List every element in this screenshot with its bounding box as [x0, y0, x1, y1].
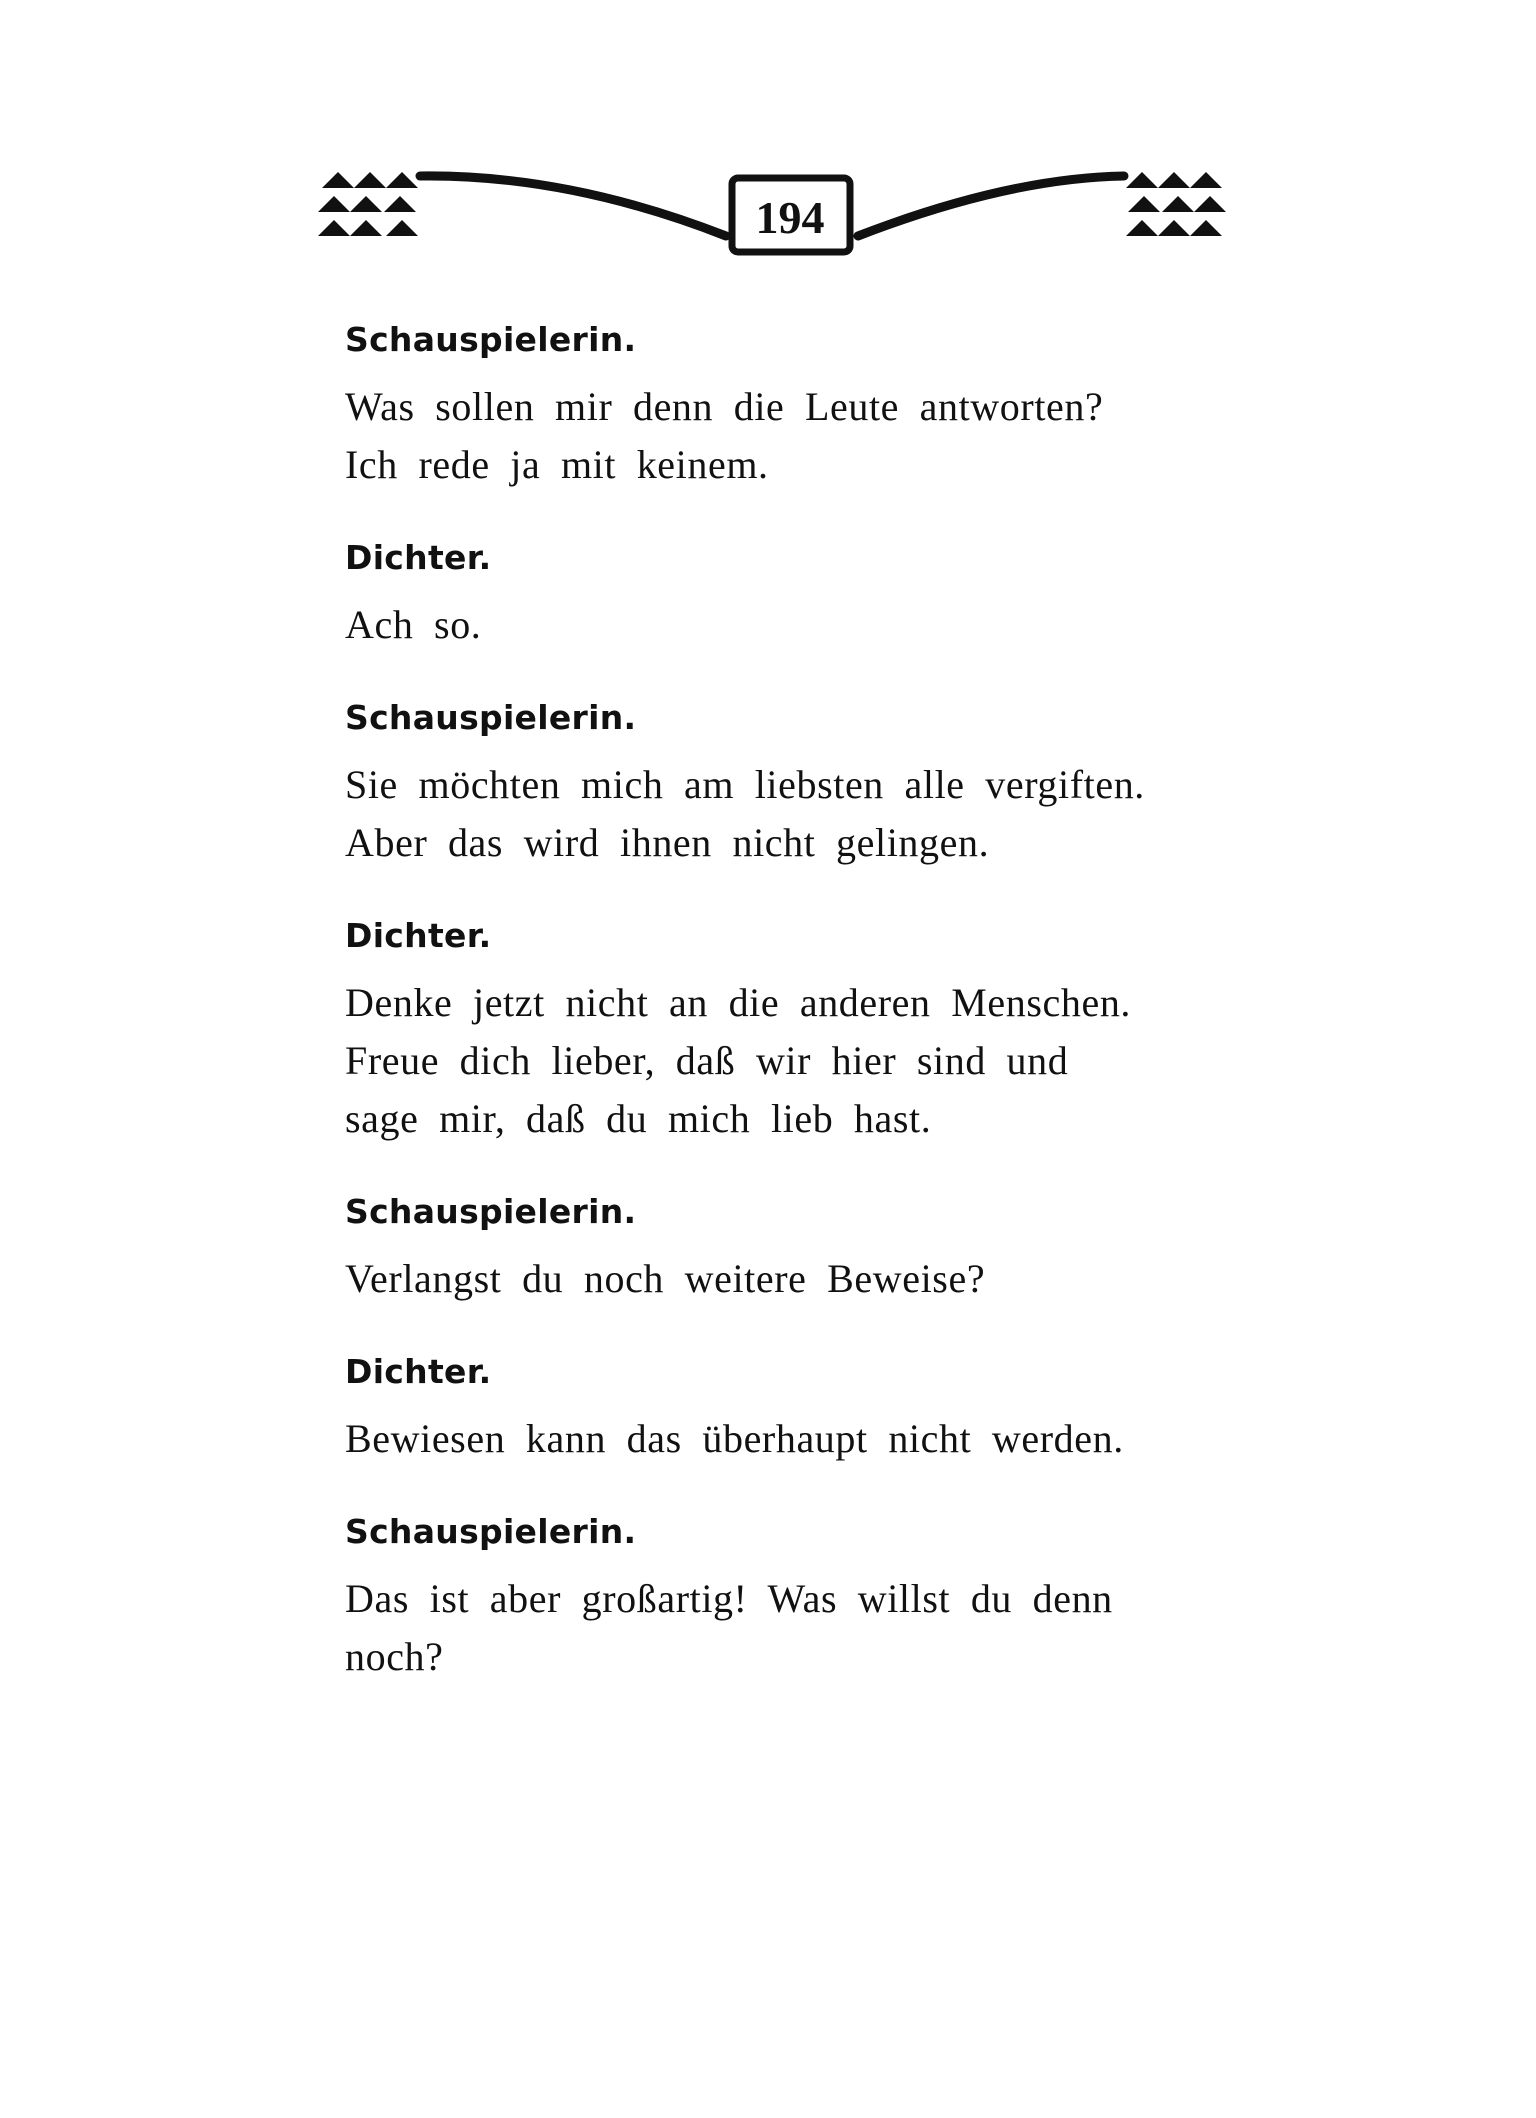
speaker-name: Dichter. [345, 916, 492, 955]
dialogue-text [345, 320, 1235, 1730]
dialogue-line: Sie möchten mich am liebsten alle vergiften. [345, 762, 1145, 807]
dialogue-line: Verlangst du noch weitere Beweise? [345, 1256, 986, 1301]
dialogue-entry [345, 320, 1235, 494]
speaker-name: Dichter. [345, 538, 492, 577]
dialogue-entry [345, 538, 1235, 654]
speaker-name: Schauspielerin. [345, 320, 637, 359]
speaker-name: Schauspielerin. [345, 1192, 637, 1231]
dialogue-entry [345, 916, 1235, 1148]
page-header-ornament [318, 170, 1268, 270]
dialogue-entry [345, 1192, 1235, 1308]
dialogue-line: sage mir, daß du mich lieb hast. [345, 1096, 932, 1141]
dialogue-line: Ach so. [345, 602, 482, 647]
dialogue-line: Aber das wird ihnen nicht gelingen. [345, 820, 990, 865]
speaker-name: Schauspielerin. [345, 698, 637, 737]
dialogue-entry [345, 1512, 1235, 1686]
speaker-name: Dichter. [345, 1352, 492, 1391]
dialogue-line: Bewiesen kann das überhaupt nicht werden. [345, 1416, 1124, 1461]
speaker-name: Schauspielerin. [345, 1512, 637, 1551]
right-triangle-ornament-icon [1126, 172, 1226, 236]
dialogue-line: Was sollen mir denn die Leute antworten? [345, 384, 1104, 429]
dialogue-entry [345, 1352, 1235, 1468]
dialogue-line: Das ist aber großartig! Was willst du denn [345, 1576, 1113, 1621]
left-triangle-ornament-icon [318, 172, 418, 236]
dialogue-line: Ich rede ja mit keinem. [345, 442, 769, 487]
dialogue-line: Denke jetzt nicht an die anderen Menschen. [345, 980, 1132, 1025]
dialogue-line: noch? [345, 1634, 444, 1679]
dialogue-entry [345, 698, 1235, 872]
dialogue-line: Freue dich lieber, daß wir hier sind und [345, 1038, 1069, 1083]
page-number: 194 [755, 191, 825, 243]
